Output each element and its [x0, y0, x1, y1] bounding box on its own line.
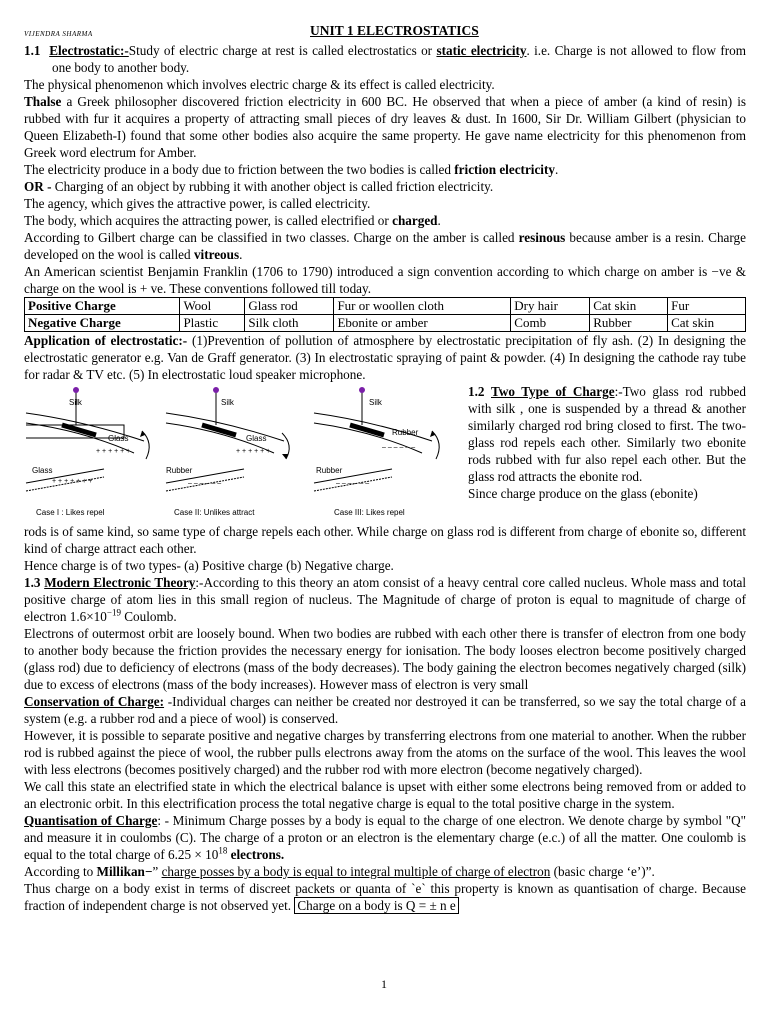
paragraph-franklin: An American scientist Benjamin Franklin (1706 to 1790) introduced a sign convention according to which charge on amber is −ve & charge on the wool is + ve. These conventions followed till today.	[24, 264, 746, 296]
charged-end: .	[437, 213, 441, 228]
svg-text:+ + + + + +: + + + + + +	[96, 448, 131, 455]
table-cell: Positive Charge	[25, 298, 180, 315]
case-1-diagram	[26, 387, 149, 517]
gilbert-text-2: because amber is a resin. Charge developed on the wool is called	[24, 230, 746, 262]
unit-text: Coulomb.	[120, 609, 177, 624]
charge-table	[24, 297, 746, 332]
table-cell: Rubber	[590, 315, 668, 332]
paragraph-electrons: Electrons of outermost orbit are loosely bound. When two bodies are rubbed with each other there is transfer of electron from one body to another body because the friction provides the necessary energy for ionisation. The body looses electron become positively charged (glass rod) due to deficiency of electrons (mass of the body decreases). The body gaining the electron becomes negatively charged (silk) due to excess of electrons (mass of the body increases). However mass of electron is very small	[24, 626, 746, 692]
section-title: Two Type of Charge	[491, 384, 615, 399]
thus-text: Thus charge on a body exist in terms of discreet packets or quanta of `e` this property is known as quantisation of charge. Because fraction of independent charge is not observed yet.	[24, 881, 746, 913]
rubber-label: Rubber	[392, 428, 419, 437]
section-1-2-side	[468, 383, 746, 502]
section-text-cont: . i.e. Charge is not allowed to flow from one body to another body.	[52, 43, 747, 75]
table-row-positive	[25, 298, 746, 315]
conservation-text: -Individual charges can neither be created nor destroyed it can be transferred, so we say the total charge of a system (e.g. a rubber rod and a piece of wool) is conserved.	[24, 694, 747, 726]
silk-label: Silk	[369, 398, 382, 407]
static-electricity-term: static electricity	[436, 43, 527, 58]
svg-text:– – – – – –: – – – – – –	[382, 444, 416, 451]
paragraph-thales	[24, 93, 746, 161]
charged-text: The body, which acquires the attracting power, is called electrified or	[24, 213, 393, 228]
paragraph-agency: The agency, which gives the attractive power, is called electricity.	[24, 196, 371, 211]
section-1-1	[24, 42, 746, 76]
table-cell: Cat skin	[590, 298, 668, 315]
page-header	[24, 22, 746, 42]
table-cell: Dry hair	[511, 298, 590, 315]
exponent: −19	[106, 607, 121, 618]
friction-text: The electricity produce in a body due to friction between the two bodies is called	[24, 162, 455, 177]
or-text: Charging of an object by rubbing it with another object is called friction electricity.	[51, 179, 494, 194]
charge-experiment-figure	[24, 383, 464, 523]
millikan-statement: charge posses by a body is equal to integral multiple of charge of electron	[161, 864, 551, 879]
or-label: OR -	[24, 179, 52, 194]
silk-label: Silk	[221, 398, 234, 407]
gilbert-text-1: According to Gilbert charge can be classified in two classes. Charge on the amber is called	[24, 230, 519, 245]
section-title: Electrostatic:-	[49, 43, 129, 58]
section-text: Study of electric charge at rest is called electrostatics or	[128, 43, 433, 58]
paragraph-we-call: We call this state an electrified state in which the electrical balance is upset with either some electrons being removed from or added to an electronic orbit. In this electrification process the total negative charge is equal to the total positive charge in the system.	[24, 779, 746, 811]
table-cell: Wool	[180, 298, 245, 315]
figure-row	[24, 383, 746, 523]
section-1-2-paragraph	[468, 383, 746, 485]
silk-label: Silk	[69, 398, 82, 407]
case-1-caption: Case I : Likes repel	[36, 508, 105, 517]
case-3-diagram	[314, 387, 439, 517]
case-2-diagram	[166, 387, 289, 517]
table-cell: Glass rod	[245, 298, 334, 315]
rubber-label: Rubber	[166, 466, 193, 475]
application-text: (1)Prevention of pollution of atmosphere by electrostatic precipitation of fly ash. (2) In designing the electrostatic generator e.g. Van de Graff generator. (3) In electrostatic spraying of paint & powder. (4) In designing the cathode ray tube for radar & TV etc. (5) In electrostatic loud speaker microphone.	[24, 333, 746, 382]
pivot-icon	[73, 387, 79, 393]
resinous-term: resinous	[518, 230, 566, 245]
paragraph-friction	[24, 161, 746, 178]
millikan-post: (basic charge ‘e’)”.	[550, 864, 655, 879]
friction-term: friction electricity	[454, 162, 555, 177]
paragraph-millikan	[24, 863, 746, 880]
quantisation-text: : - Minimum Charge posses by a body is equal to the charge of one electron. We denote charge by symbol "Q" and measure it in coulombs (C). The charge of a proton or an electron is the elementary charge (e.c.) of all the matter. One coulomb is equal to the total charge of 6.25 × 10	[24, 813, 746, 862]
section-title: Modern Electronic Theory	[44, 575, 196, 590]
rubber-label-2: Rubber	[316, 466, 343, 475]
conservation-title: Conservation of Charge:	[24, 694, 165, 709]
paragraph-quantisation	[24, 812, 746, 863]
thales-name: Thalse	[24, 94, 62, 109]
svg-text:– – – – – –: – – – – – –	[336, 480, 370, 487]
table-cell: Ebonite or amber	[334, 315, 511, 332]
paragraph-or	[24, 178, 746, 195]
gilbert-text-3: .	[239, 247, 243, 262]
case-3-caption: Case III: Likes repel	[334, 508, 405, 517]
table-cell: Cat skin	[668, 315, 746, 332]
table-cell: Silk cloth	[245, 315, 334, 332]
table-cell: Fur or woollen cloth	[334, 298, 511, 315]
section-1-3	[24, 574, 746, 625]
table-cell: Plastic	[180, 315, 245, 332]
paragraph-conservation	[24, 693, 746, 727]
author-signature: VIJENDRA SHARMA	[24, 30, 93, 38]
paragraph-phenomenon: The physical phenomenon which involves electric charge & its effect is called electricity.	[24, 77, 495, 92]
section-1-2-cont-a: Since charge produce on the glass (ebonite)	[468, 486, 698, 501]
millikan-pre: According to	[24, 864, 97, 879]
paragraph-hence: Hence charge is of two types- (a) Positive charge (b) Negative charge.	[24, 558, 394, 573]
section-1-2-cont-b: rods is of same kind, so same type of charge repels each other. While charge on glass rod is different from charge of ebonite so, different kind of charge attract each other.	[24, 524, 746, 556]
table-row-negative	[25, 315, 746, 332]
section-number: 1.3	[24, 575, 41, 590]
friction-end: .	[554, 162, 559, 177]
pivot-icon	[359, 387, 365, 393]
paragraph-thus	[24, 880, 746, 914]
unit-title: UNIT 1 ELECTROSTATICS	[310, 23, 479, 38]
millikan-quote: ”	[152, 864, 162, 879]
paragraph-gilbert	[24, 229, 746, 263]
paragraph-application	[24, 332, 746, 383]
table-cell: Fur	[668, 298, 746, 315]
application-title: Application of electrostatic:-	[24, 333, 188, 348]
paragraph-charged	[24, 212, 746, 229]
case-2-caption: Case II: Unlikes attract	[174, 508, 255, 517]
pivot-icon	[213, 387, 219, 393]
quantisation-title: Quantisation of Charge	[24, 813, 158, 828]
section-text: :-Two glass rod rubbed with silk , one is suspended by a thread & another similarly charged rod bring closed to first. The two-glass rod repels each other. Similarly two ebonite rods rubbed with fur also repel each other. But the glass rod attracts the ebonite rod.	[468, 384, 746, 484]
section-number: 1.1	[24, 43, 41, 58]
thales-text: a Greek philosopher discovered friction electricity in 600 BC. He observed that when a piece of amber (a kind of resin) is rubbed with fur it acquires a property of attracting small pieces of dry leaves & dust. In 1600, Sir Dr. William Gilbert (physician to Queen Elizabeth-I) found that some other bodies also acquire the same property. He gave name electricity for this phenomenon from Greek word electrum for Amber.	[24, 94, 746, 160]
section-number: 1.2	[468, 384, 485, 399]
table-cell: Comb	[511, 315, 590, 332]
svg-text:+ + + + + +: + + + + + +	[236, 448, 271, 455]
page-number: 1	[381, 977, 387, 991]
svg-text:+ + + + + + +: + + + + + + +	[52, 478, 93, 485]
charged-term: charged	[392, 213, 438, 228]
glass-label: Glass	[108, 434, 129, 443]
glass-label: Glass	[246, 434, 267, 443]
millikan-name: Millikan−	[96, 864, 153, 879]
quantisation-text-end: electrons.	[227, 847, 285, 862]
glass-label-2: Glass	[32, 466, 53, 475]
section-text: :-According to this theory an atom consist of a heavy central core called nucleus. Whole mass and total positive charge of atom lies in this small region of nucleus. The Magnitude of charge of proton is equal to magnitude of charge of electron 1.6×10	[24, 575, 747, 624]
document-page	[24, 22, 746, 914]
table-cell: Negative Charge	[25, 315, 180, 332]
formula-box: Charge on a body is Q = ± n e	[294, 897, 458, 914]
svg-text:– – – – – –: – – – – – –	[188, 480, 222, 487]
exponent: 18	[218, 845, 228, 856]
paragraph-however: However, it is possible to separate positive and negative charges by transferring electrons from one material to another. When the rubber rod is rubbed against the piece of wool, the rubber pulls electrons away from the atoms on the surface of the wool. This leaves the wool with less electrons (becomes positively charged) and the rubber rod with more electron (become negatively charged).	[24, 728, 746, 777]
vitreous-term: vitreous	[193, 247, 240, 262]
